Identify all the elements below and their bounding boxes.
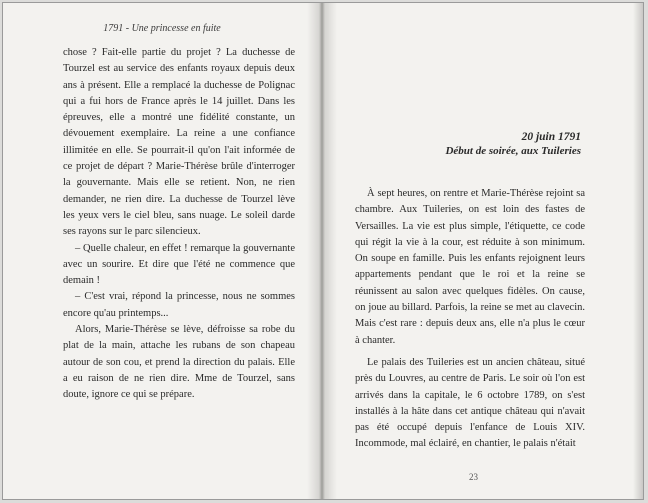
paragraph: – C'est vrai, répond la princesse, nous ne sommes encore qu'au printemps... xyxy=(63,291,295,319)
paragraph: Alors, Marie-Thérèse se lève, défroisse sa robe du plat de la main, attache les rubans de son chapeau autour de son cou, et prend la direction du palais. Elle a eu raison de ne rien dire. Mme de Tourzel, sans doute, ignore ce qui se prépare. xyxy=(63,324,295,401)
left-page-text xyxy=(63,45,295,404)
paragraph: – Quelle chaleur, en effet ! remarque la gouvernante avec un sourire. Et dire que l'été ne commence que demain ! xyxy=(63,242,295,287)
page-number: 23 xyxy=(469,472,478,482)
chapter-subtitle: Début de soirée, aux Tuileries xyxy=(445,145,581,157)
page-edge-shadow xyxy=(633,3,643,499)
book-gutter xyxy=(307,3,337,499)
paragraph: Le palais des Tuileries est un ancien château, situé près du Louvres, au centre de Paris. Le soir où l'on est arrivés dans la capitale, le 6 octobre 1789, on s'est installés à la hâte dans cet antique château qui n'avait pas été occupé depuis l'enfance de Louis XIV. Incommode, mal éclairé, en chantier, le palais n'était xyxy=(355,356,585,450)
paragraph: chose ? Fait-elle partie du projet ? La duchesse de Tourzel est au service des enfants royaux depuis deux ans à présent. Elle a remplacé la duchesse de Polignac qui a fui hors de France après le 14 juillet. Dans les épreuves, elle a montré une fidélité constante, un dévouement exemplaire. La reine a une confiance illimitée en elle. Se pourrait-il qu'on l'ait informée de ce projet de départ ? Marie-Thérèse brûle d'interroger la gouvernante. Mais elle se retient. Non, ne rien demander, ne rien dire. La duchesse de Tourzel lève les yeux vers le ciel bleu, sans nuage. Le soleil darde ses rayons sur le parc silencieux. xyxy=(63,47,295,238)
book-spread xyxy=(2,2,644,500)
running-head: 1791 - Une princesse en fuite xyxy=(103,23,221,34)
paragraph: À sept heures, on rentre et Marie-Thérèse rejoint sa chambre. Aux Tuileries, on est loin des fastes de Versailles. La vie est plus simple, l'étiquette, ce code qui régit la vie à la cour, est réduite à son minimum. On soupe en famille. Puis les enfants rejoignent leurs appartements pendant que le roi et la reine se réunissent au salon avec quelques fidèles. On cause, on joue au billard. Parfois, la reine se met au clavecin. Mais c'est rare : depuis deux ans, elle n'a plus le cœur à chanter. xyxy=(355,188,585,346)
chapter-date: 20 juin 1791 xyxy=(521,131,581,143)
right-page-text xyxy=(355,186,585,453)
